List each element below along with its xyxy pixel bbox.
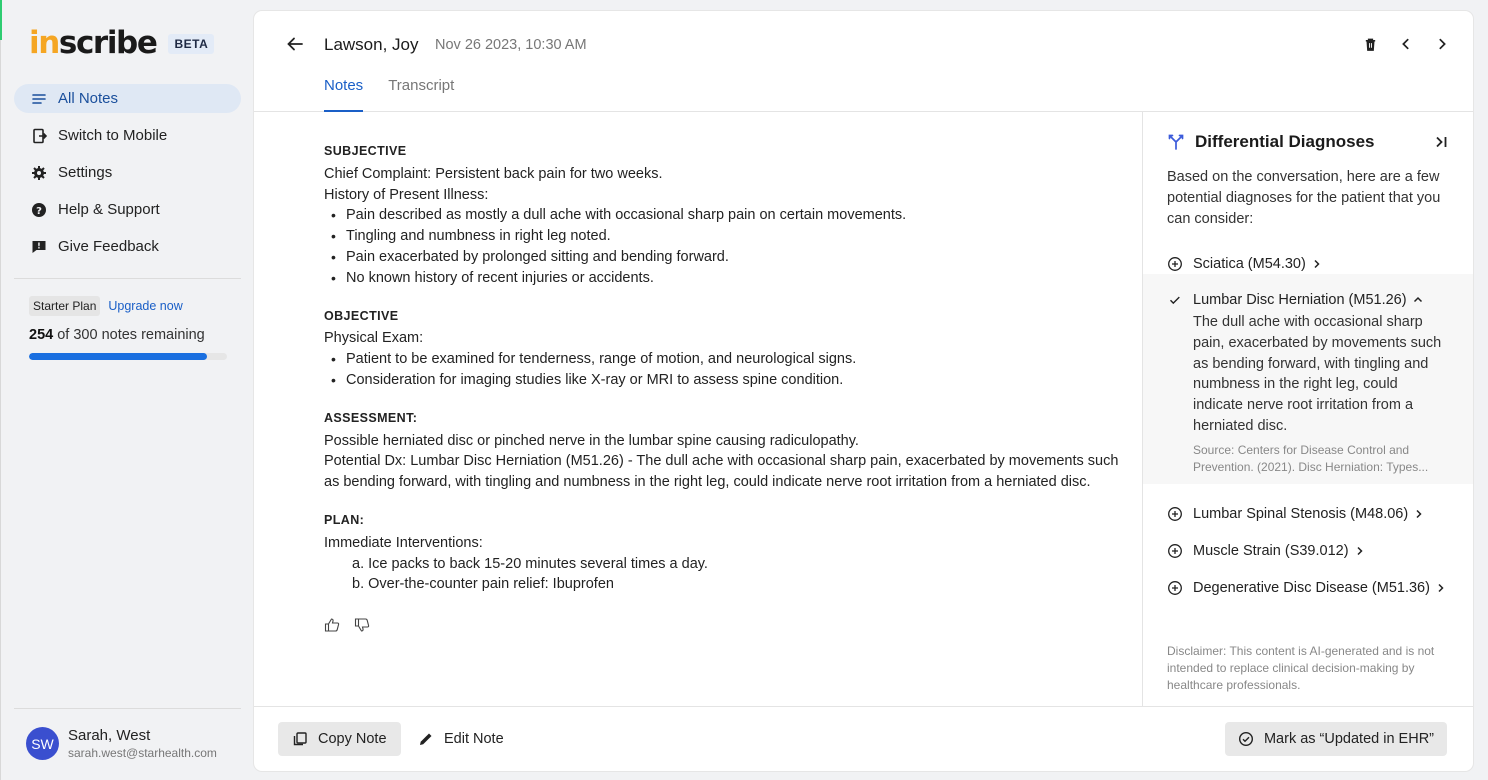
sidebar-item-label: Give Feedback — [58, 238, 159, 255]
notes-used-count: 254 — [29, 327, 54, 343]
diagnosis-label: Lumbar Disc Herniation (M51.26) — [1193, 292, 1407, 308]
panel-header — [1167, 132, 1375, 152]
chevron-right-icon — [1312, 259, 1322, 269]
assessment-line: Possible herniated disc or pinched nerve in the lumbar spine causing radiculopathy. — [324, 432, 859, 449]
sidebar-item-switch-to-mobile[interactable] — [14, 121, 241, 150]
section-title: SUBJECTIVE — [324, 144, 407, 158]
objective-section — [324, 306, 1124, 391]
copy-icon — [292, 731, 308, 747]
note-card — [254, 11, 1473, 771]
assessment-line: Potential Dx: Lumbar Disc Herniation (M51.26) - The dull ache with occasional sharp pain, exacerbated by movements such as bending forward, with tingling and numbness in the right leg, could indicate nerve root irritation from a herniated disc. — [324, 453, 1119, 491]
sidebar-item-label: Switch to Mobile — [58, 127, 168, 144]
mobile-switch-icon — [30, 127, 48, 145]
sidebar-item-give-feedback[interactable] — [14, 232, 241, 261]
tab-transcript[interactable]: Transcript — [388, 77, 455, 94]
list-icon — [30, 90, 48, 108]
svg-text:?: ? — [36, 205, 42, 217]
beta-badge: BETA — [168, 34, 214, 54]
notes-progress-bar — [29, 353, 227, 360]
plus-circle-icon — [1167, 506, 1183, 522]
list-item: • Pain described as mostly a dull ache with occasional sharp pain on certain movements. — [324, 205, 1124, 226]
panel-title: Differential Diagnoses — [1195, 132, 1375, 151]
diagnosis-label: Lumbar Spinal Stenosis (M48.06) — [1193, 506, 1409, 522]
panel-intro: Based on the conversation, here are a few potential diagnoses for the patient that you can consider: — [1167, 169, 1441, 227]
subjective-section — [324, 141, 1124, 289]
list-item: • No known history of recent injuries or accidents. — [324, 268, 1124, 289]
logo-prefix: in — [29, 25, 59, 61]
plan-intro: Immediate Interventions: — [324, 534, 483, 551]
note-header — [254, 11, 1473, 112]
patient-name: Lawson, Joy — [324, 35, 419, 54]
plan-item: a. Ice packs to back 15-20 minutes several times a day. — [352, 555, 708, 572]
help-icon — [30, 201, 48, 219]
svg-text:!: ! — [37, 241, 41, 250]
visit-datetime: Nov 26 2023, 10:30 AM — [435, 37, 587, 53]
chevron-up-icon — [1413, 295, 1423, 305]
edit-note-button[interactable] — [418, 722, 504, 756]
chevron-left-icon[interactable] — [1397, 35, 1415, 53]
sidebar-item-label: Settings — [58, 164, 113, 181]
note-feedback — [324, 617, 370, 633]
edit-note-label: Edit Note — [444, 731, 504, 747]
diagnosis-item-muscle-strain[interactable] — [1167, 543, 1365, 559]
diagnosis-item-degenerative-disc-disease[interactable] — [1167, 580, 1446, 596]
logo-wordmark — [29, 25, 157, 61]
chevron-right-icon — [1414, 509, 1424, 519]
hpi-label: History of Present Illness: — [324, 186, 489, 203]
diagnosis-source: Source: Centers for Disease Control and Prevention. (2021). Disc Herniation: Types... — [1193, 443, 1429, 474]
sidebar-item-help-support[interactable] — [14, 195, 241, 224]
notes-remaining-text: of 300 notes remaining — [57, 327, 205, 343]
header-actions — [1361, 35, 1451, 53]
brand-logo[interactable] — [29, 25, 214, 61]
thumbs-up-icon[interactable] — [324, 617, 340, 633]
diagnosis-item-lumbar-disc-herniation[interactable] — [1167, 292, 1423, 308]
list-item: • Patient to be examined for tenderness, range of motion, and neurological signs. — [324, 349, 1124, 370]
logo-suffix: scribe — [58, 25, 157, 61]
list-item: • Pain exacerbated by prolonged sitting and bending forward. — [324, 247, 1124, 268]
section-title: OBJECTIVE — [324, 308, 399, 323]
diagnosis-item-lumbar-spinal-stenosis[interactable] — [1167, 506, 1424, 522]
collapse-panel-icon[interactable] — [1433, 134, 1449, 150]
plus-circle-icon — [1167, 256, 1183, 272]
avatar: SW — [26, 727, 59, 760]
notes-remaining — [29, 327, 229, 343]
mark-updated-ehr-button[interactable] — [1225, 722, 1447, 756]
sidebar-divider — [14, 278, 241, 279]
chief-complaint: Chief Complaint: Persistent back pain for two weeks. — [324, 165, 663, 182]
plan-section — [29, 296, 229, 360]
mark-updated-ehr-label: Mark as “Updated in EHR” — [1263, 731, 1434, 747]
check-circle-icon — [1238, 731, 1254, 747]
list-item: • Consideration for imaging studies like X-ray or MRI to assess spine condition. — [324, 370, 1124, 391]
sidebar-item-label: All Notes — [58, 90, 119, 107]
copy-note-button[interactable] — [278, 722, 401, 756]
chevron-right-icon[interactable] — [1433, 35, 1451, 53]
trash-icon[interactable] — [1361, 35, 1379, 53]
user-name: Sarah, West — [68, 727, 151, 744]
sidebar-item-label: Help & Support — [58, 201, 160, 218]
branch-icon — [1167, 133, 1185, 151]
diagnosis-expanded-card — [1143, 274, 1473, 484]
exam-label: Physical Exam: — [324, 330, 424, 347]
sidebar-nav — [14, 84, 241, 269]
notes-progress-fill — [29, 353, 207, 360]
diagnosis-label: Sciatica (M54.30) — [1193, 256, 1306, 272]
gear-icon — [30, 164, 48, 182]
section-title: PLAN: — [324, 512, 365, 527]
feedback-icon — [30, 238, 48, 256]
diagnosis-item-sciatica[interactable] — [1167, 256, 1322, 272]
plan-section-note — [324, 510, 1124, 595]
diagnosis-label: Degenerative Disc Disease (M51.36) — [1193, 580, 1430, 596]
soap-note — [324, 141, 1124, 612]
section-title: ASSESSMENT: — [324, 410, 418, 425]
plus-circle-icon — [1167, 543, 1183, 559]
ai-disclaimer: Disclaimer: This content is AI-generated and is not intended to replace clinical decision-making by healthcare professionals. — [1167, 644, 1435, 692]
back-arrow-icon[interactable] — [286, 35, 304, 53]
thumbs-down-icon[interactable] — [354, 617, 370, 633]
sidebar-divider-bottom — [14, 708, 241, 709]
sidebar-item-settings[interactable] — [14, 158, 241, 187]
chevron-right-icon — [1436, 583, 1446, 593]
diagnosis-label: Muscle Strain (S39.012) — [1193, 543, 1349, 559]
note-footer — [254, 706, 1473, 771]
differential-diagnoses-panel — [1142, 112, 1473, 706]
plan-badge: Starter Plan — [29, 296, 100, 316]
upgrade-link[interactable]: Upgrade now — [108, 299, 183, 313]
plus-circle-icon — [1167, 580, 1183, 596]
sidebar-item-all-notes[interactable] — [14, 84, 241, 113]
check-icon — [1167, 292, 1183, 308]
user-profile[interactable] — [26, 727, 217, 760]
copy-note-label: Copy Note — [318, 731, 387, 747]
list-item: • Tingling and numbness in right leg noted. — [324, 226, 1124, 247]
sidebar — [0, 0, 254, 780]
assessment-section — [324, 408, 1124, 493]
pencil-icon — [418, 731, 434, 747]
tab-notes[interactable]: Notes — [324, 77, 363, 112]
note-tabs — [324, 77, 454, 112]
chevron-right-icon — [1355, 546, 1365, 556]
user-email: sarah.west@starhealth.com — [68, 746, 217, 760]
plan-item: b. Over-the-counter pain relief: Ibuprofen — [352, 576, 614, 593]
diagnosis-description: The dull ache with occasional sharp pain, exacerbated by movements such as bending forward, with tingling and numbness in the right leg, could indicate nerve root irritation from a herniated disc. — [1193, 314, 1442, 434]
